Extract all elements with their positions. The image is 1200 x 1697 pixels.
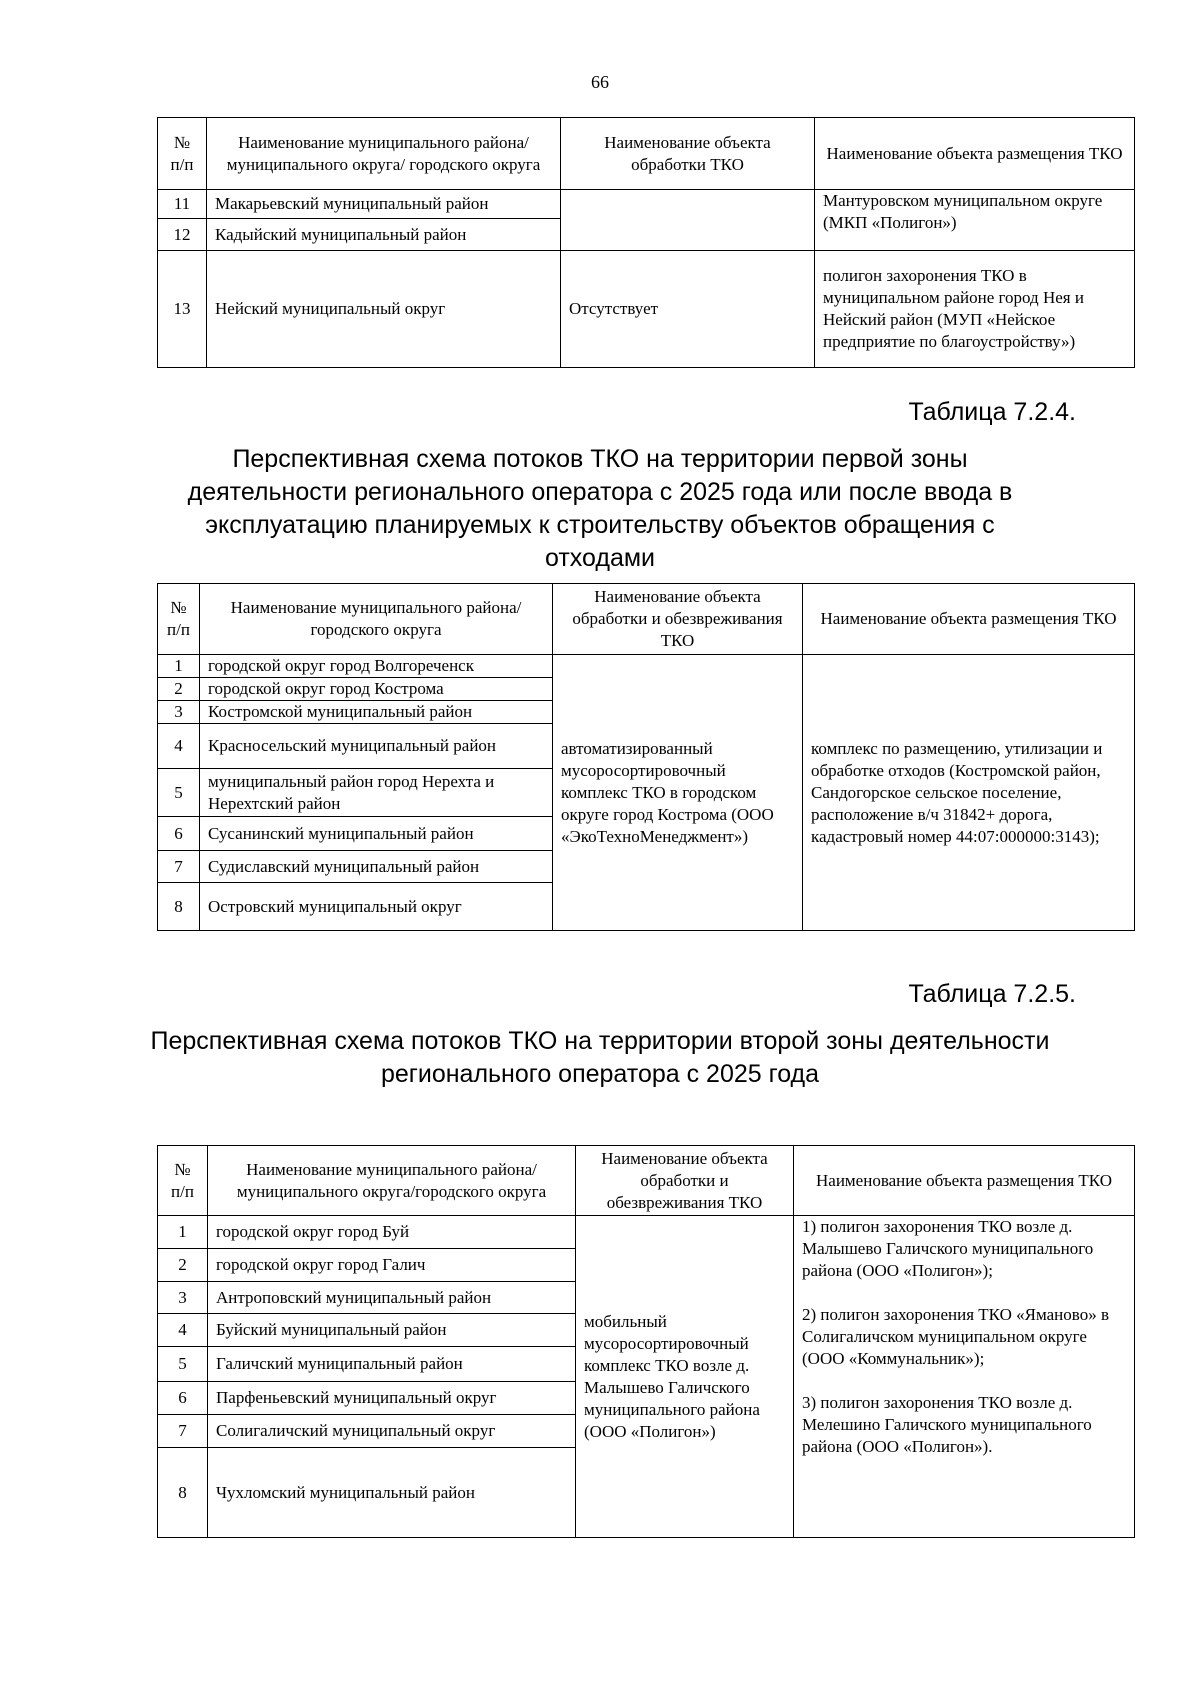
row-number: 3 <box>158 1282 208 1314</box>
row-number: 7 <box>158 1415 208 1448</box>
row-number: 7 <box>158 851 200 883</box>
row-number: 4 <box>158 724 200 769</box>
row-district: муниципальный район город Нерехта и Нерехтский район <box>200 769 553 817</box>
row-number: 4 <box>158 1314 208 1347</box>
row-number: 2 <box>158 678 200 701</box>
row-number: 6 <box>158 817 200 851</box>
header-processing: Наименование объекта обработки и обезвреживания ТКО <box>576 1146 794 1216</box>
header-number: № п/п <box>158 118 207 190</box>
table-2 <box>157 583 1135 931</box>
table-1 <box>157 117 1135 368</box>
row-number: 12 <box>158 219 207 251</box>
header-processing: Наименование объекта обработки ТКО <box>561 118 815 190</box>
table-3-title: Перспективная схема потоков ТКО на территории второй зоны деятельности регионального оператора с 2025 года <box>150 1027 1050 1088</box>
row-district: Нейский муниципальный округ <box>207 251 561 368</box>
row-number: 5 <box>158 769 200 817</box>
row-number: 11 <box>158 190 207 219</box>
row-number: 1 <box>158 1216 208 1249</box>
table-2-caption: Таблица 7.2.4. <box>908 398 1076 426</box>
row-district: Буйский муниципальный район <box>208 1314 576 1347</box>
row-district: Макарьевский муниципальный район <box>207 190 561 219</box>
header-district: Наименование муниципального района/ муниципального округа/городского округа <box>208 1146 576 1216</box>
row-district: Галичский муниципальный район <box>208 1347 576 1382</box>
row-district: Парфеньевский муниципальный округ <box>208 1382 576 1415</box>
row-district: городской округ город Волгореченск <box>200 655 553 678</box>
disposal-item-2: 2) полигон захоронения ТКО «Ямановo» в Солигаличском муниципальном округе (ООО «Коммунальник»); <box>802 1305 1110 1368</box>
row-district: Островский муниципальный округ <box>200 883 553 931</box>
table-3 <box>157 1145 1135 1538</box>
disposal-cell: комплекс по размещению, утилизации и обработке отходов (Костромской район, Сандогорское сельское поселение, расположение в/ч 31842+ дорога, кадастровый номер 44:07:000000:3143); <box>803 655 1135 931</box>
row-number: 8 <box>158 1448 208 1538</box>
row-district: Красносельский муниципальный район <box>200 724 553 769</box>
header-district: Наименование муниципального района/муниципального округа/ городского округа <box>207 118 561 190</box>
table-2-title: Перспективная схема потоков ТКО на территории первой зоны деятельности регионального оператора с 2025 года или после ввода в эксплуатацию планируемых к строительству объектов обращения с отходами <box>187 445 1013 572</box>
disposal-cell: полигон захоронения ТКО в муниципальном районе город Нея и Нейский район (МУП «Нейское предприятие по благоустройству») <box>815 251 1135 368</box>
disposal-item-1: 1) полигон захоронения ТКО возле д. Малышево Галичского муниципального района (ООО «Полигон»); <box>802 1217 1094 1280</box>
row-district: городской округ город Кострома <box>200 678 553 701</box>
processing-cell: автоматизированный мусоросортировочный комплекс ТКО в городском округе город Кострома (ООО «ЭкоТехноМенеджмент») <box>553 655 803 931</box>
header-disposal: Наименование объекта размещения ТКО <box>794 1146 1135 1216</box>
processing-cell: Отсутствует <box>561 251 815 368</box>
header-processing: Наименование объекта обработки и обезвреживания ТКО <box>553 584 803 655</box>
row-number: 13 <box>158 251 207 368</box>
disposal-cell: Мантуровском муниципальном округе (МКП «Полигон») <box>815 190 1135 251</box>
row-number: 6 <box>158 1382 208 1415</box>
row-district: Судиславский муниципальный район <box>200 851 553 883</box>
row-number: 5 <box>158 1347 208 1382</box>
table-3-caption: Таблица 7.2.5. <box>908 980 1076 1008</box>
header-disposal: Наименование объекта размещения ТКО <box>803 584 1135 655</box>
row-number: 8 <box>158 883 200 931</box>
row-district: городской округ город Буй <box>208 1216 576 1249</box>
page-number: 66 <box>591 72 609 92</box>
row-district: Солигаличский муниципальный округ <box>208 1415 576 1448</box>
processing-cell-empty <box>561 190 815 251</box>
header-district: Наименование муниципального района/ городского округа <box>200 584 553 655</box>
processing-cell: мобильный мусоросортировочный комплекс ТКО возле д. Малышево Галичского муниципального района (ООО «Полигон») <box>576 1216 794 1538</box>
row-district: Костромской муниципальный район <box>200 701 553 724</box>
row-district: Сусанинский муниципальный район <box>200 817 553 851</box>
row-district: городской округ город Галич <box>208 1249 576 1282</box>
row-number: 3 <box>158 701 200 724</box>
disposal-cell <box>794 1216 1135 1538</box>
row-district: Кадыйский муниципальный район <box>207 219 561 251</box>
row-number: 2 <box>158 1249 208 1282</box>
header-number: № п/п <box>158 584 200 655</box>
row-district: Чухломский муниципальный район <box>208 1448 576 1538</box>
row-district: Антроповский муниципальный район <box>208 1282 576 1314</box>
disposal-item-3: 3) полигон захоронения ТКО возле д. Мелешино Галичского муниципального района (ООО «Полигон»). <box>802 1393 1092 1456</box>
header-disposal: Наименование объекта размещения ТКО <box>815 118 1135 190</box>
header-number: № п/п <box>158 1146 208 1216</box>
row-number: 1 <box>158 655 200 678</box>
